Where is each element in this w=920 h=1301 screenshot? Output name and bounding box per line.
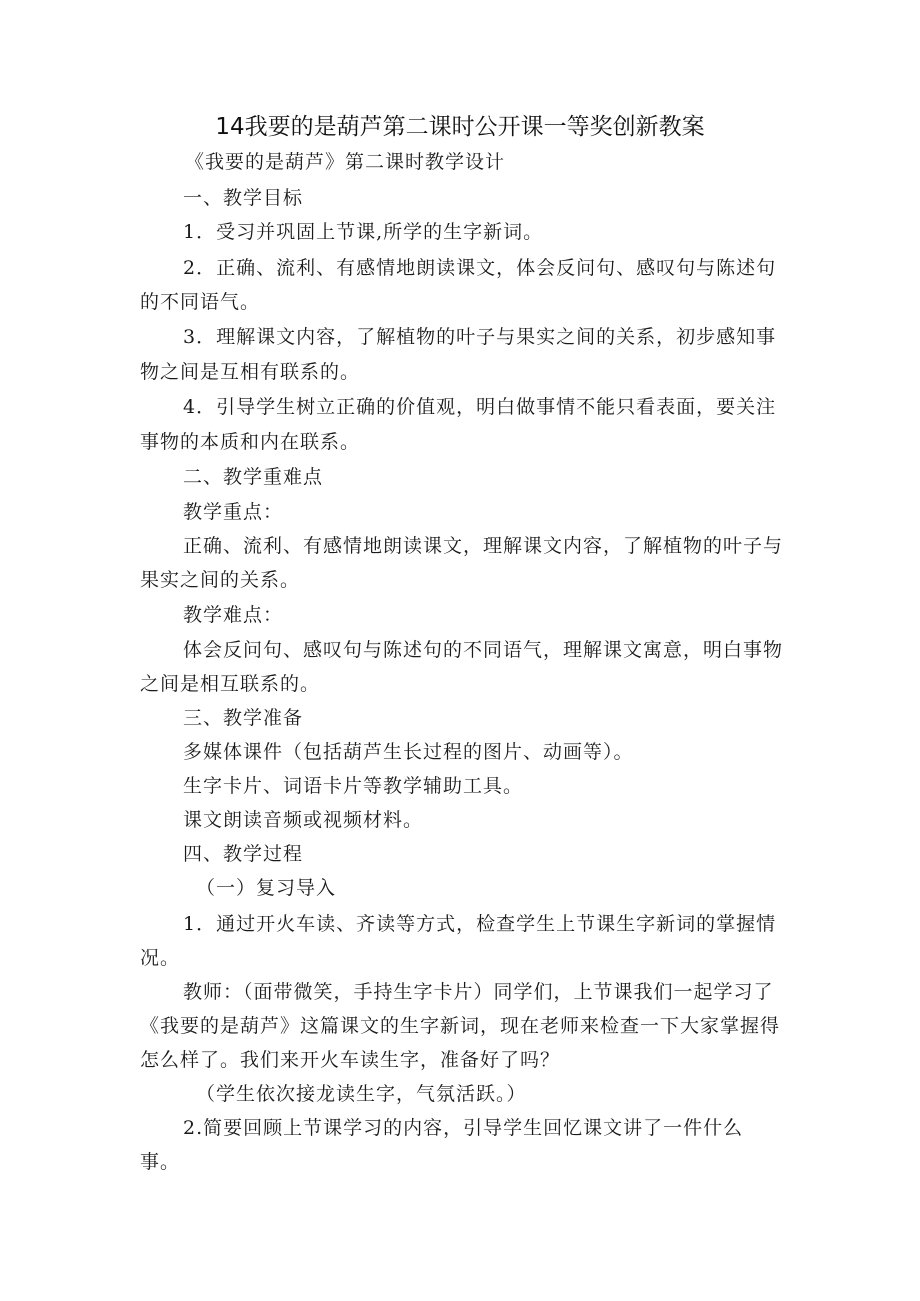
objective-item-2-line-2: 的不同语气。 [140, 291, 261, 313]
objective-item-2-line-1: 2．正确、流利、有感情地朗读课文，体会反问句、感叹句与陈述句 [183, 257, 777, 279]
process-subheading-review: （一）复习导入 [196, 877, 337, 899]
objective-item-3-line-2: 物之间是互相有联系的。 [140, 361, 361, 383]
objective-item-4-line-2: 事物的本质和内在联系。 [140, 431, 361, 453]
key-point-line-2: 果实之间的关系。 [140, 569, 301, 591]
document-subtitle: 《我要的是葫芦》第二课时教学设计 [185, 151, 506, 173]
teacher-speech-line-2: 《我要的是葫芦》这篇课文的生字新词，现在老师来检查一下大家掌握得 [140, 1015, 781, 1037]
teacher-speech-line-3: 怎么样了。我们来开火车读生字，准备好了吗？ [140, 1049, 561, 1071]
process-item-1-line-2: 况。 [140, 947, 181, 969]
preparation-item-3: 课文朗读音频或视频材料。 [183, 809, 424, 831]
section-heading-key-points: 二、教学重难点 [183, 466, 324, 488]
key-point-label: 教学重点： [183, 501, 284, 523]
process-item-1-line-1: 1．通过开火车读、齐读等方式，检查学生上节课生字新词的掌握情 [183, 913, 777, 935]
key-point-line-1: 正确、流利、有感情地朗读课文，理解课文内容，了解植物的叶子与 [183, 535, 784, 557]
process-item-2-line-2: 事。 [140, 1151, 181, 1173]
objective-item-3-line-1: 3．理解课文内容，了解植物的叶子与果实之间的关系，初步感知事 [183, 326, 777, 348]
section-heading-preparation: 三、教学准备 [183, 707, 304, 729]
section-heading-objectives: 一、教学目标 [183, 187, 304, 209]
objective-item-4-line-1: 4．引导学生树立正确的价值观，明白做事情不能只看表面，要关注 [183, 396, 777, 418]
section-heading-process: 四、教学过程 [183, 843, 304, 865]
preparation-item-1: 多媒体课件（包括葫芦生长过程的图片、动画等）。 [183, 741, 634, 763]
teacher-speech-line-1: 教师：（面带微笑，手持生字卡片）同学们，上节课我们一起学习了 [183, 981, 774, 1003]
difficulty-label: 教学难点： [183, 604, 284, 626]
difficulty-line-1: 体会反问句、感叹句与陈述句的不同语气，理解课文寓意，明白事物 [183, 639, 784, 661]
students-response: （学生依次接龙读生字，气氛活跃。） [196, 1083, 527, 1105]
preparation-item-2: 生字卡片、词语卡片等教学辅助工具。 [183, 775, 524, 797]
difficulty-line-2: 之间是相互联系的。 [140, 673, 321, 695]
document-title: 14我要的是葫芦第二课时公开课一等奖创新教案 [215, 114, 705, 140]
objective-item-1: 1．受习并巩固上节课,所学的生字新词。 [183, 221, 544, 243]
process-item-2-line-1: 2.简要回顾上节课学习的内容，引导学生回忆课文讲了一件什么 [183, 1117, 744, 1139]
